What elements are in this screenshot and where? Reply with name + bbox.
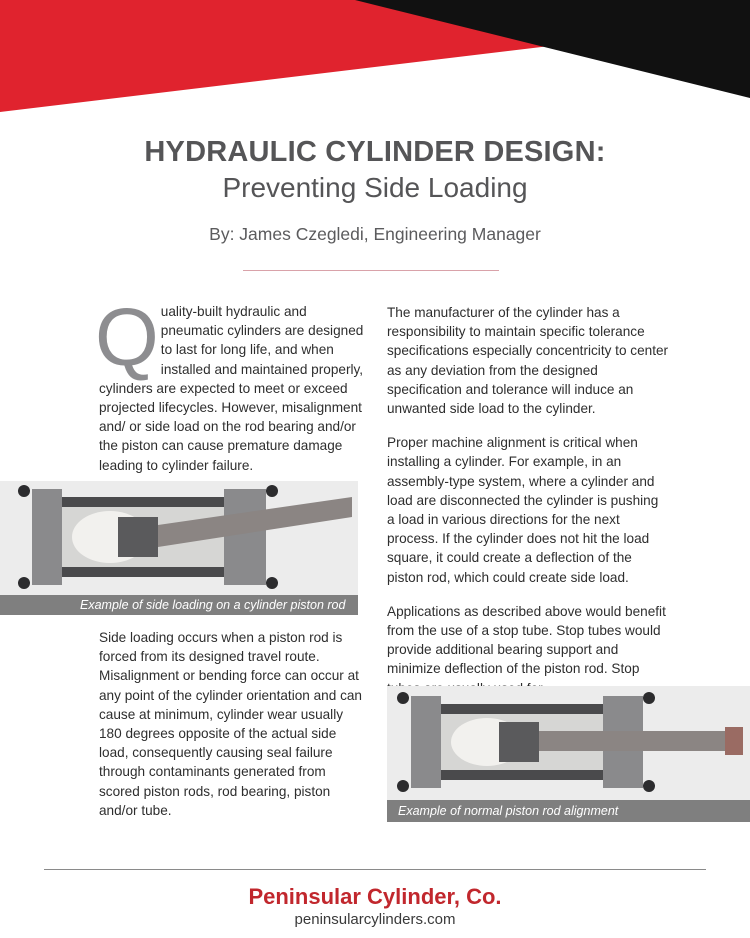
paragraph-stop-tube: Applications as described above would benefit from the use of a stop tube. Stop tubes would provide additional bearing support and minimize deflection of the piston rod. Stop — [387, 603, 666, 677]
cylinder-normal-illustration — [387, 686, 750, 800]
byline: By: James Czegledi, Engineering Manager — [209, 224, 541, 244]
figure-normal-alignment — [387, 686, 750, 800]
paragraph-alignment: Proper machine alignment is critical when installing a cylinder. For example, in an assembly-type system, where a cylinder and load are disconnected the cylinder is pushing a load in various directions for the next process. If the cylinder does not hit the load square, it could create a deflection of the piston rod, which could create side load. — [387, 435, 659, 585]
drop-cap: Q — [95, 292, 159, 383]
intro-paragraph: uality-built hydraulic and pneumatic cylinders are designed to last for long life, and when installed and maintained properly, cylinders are expected to meet or exceed projected lifecycles. However, misalignment and/ or side load on the rod bearing and/or the piston can cause premature damage leading to cylinder failure. — [99, 304, 364, 473]
title-divider — [243, 270, 499, 271]
figure-caption — [0, 595, 358, 615]
cylinder-side-load-illustration — [0, 481, 358, 595]
figure-caption — [387, 800, 750, 822]
side-loading-paragraph: Side loading occurs when a piston rod is forced from its designed travel route. Misalignment or bending force can occur at any point of the cylinder orientation and can cause at minimum, cylinder wear usually 180 degrees opposite of the actual side load, consequently causing seal failure through contaminants generated from scored piston rods, rod bearing, piston and/or tube. — [99, 630, 362, 818]
left-column-body — [99, 628, 369, 820]
footer-divider — [44, 869, 706, 870]
company-name: Peninsular Cylinder, Co. — [248, 884, 502, 909]
caption-text: Example of normal piston rod alignment — [398, 804, 619, 818]
page-title: HYDRAULIC CYLINDER DESIGN: — [144, 136, 606, 168]
page-subtitle: Preventing Side Loading — [222, 172, 528, 203]
caption-text: Example of side loading on a cylinder piston rod — [80, 598, 346, 612]
figure-side-loading — [0, 481, 358, 595]
header-banner — [0, 0, 750, 120]
left-column-intro — [95, 292, 371, 475]
right-column — [387, 303, 669, 713]
paragraph-manufacturer: The manufacturer of the cylinder has a responsibility to maintain specific tolerance specifications especially concentricity to center as any deviation from the designed specification and tolerance will induce an unwanted side load to the cylinder. — [387, 305, 669, 417]
title-block — [0, 134, 750, 206]
website-link[interactable]: peninsularcylinders.com — [294, 911, 456, 928]
